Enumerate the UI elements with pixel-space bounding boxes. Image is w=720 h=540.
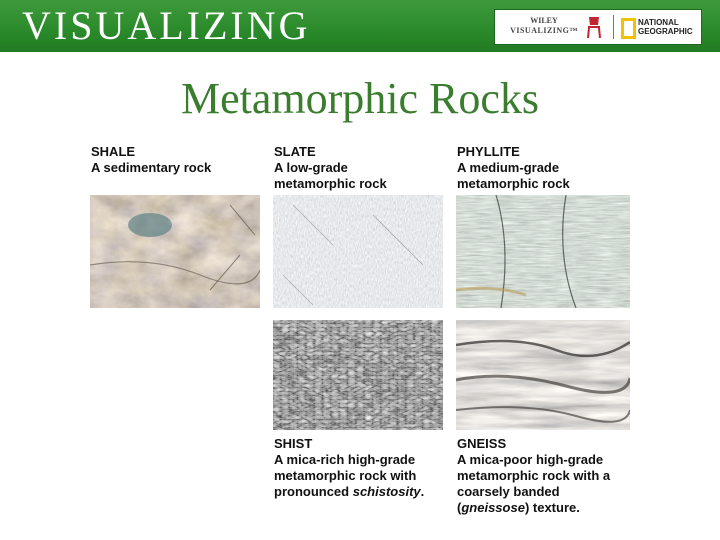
caption-slate: SLATE A low-grade metamorphic rock [274,144,387,191]
caption-gneiss: GNEISS A mica-poor high-grade metamorphic rock with a coarsely banded (gneissose) texture. [457,436,611,515]
slate-image [273,195,443,308]
caption-slate-name: SLATE [274,144,316,159]
shale-image [90,195,260,308]
caption-shale-name: SHALE [91,144,136,159]
gneiss-image [456,320,630,430]
caption-phyllite-name: PHYLLITE [457,144,520,159]
chair-icon [585,15,603,39]
phyllite-image [456,195,630,308]
header-bar [0,0,720,52]
caption-shale: SHALE A sedimentary rock [91,144,212,175]
shist-image [273,320,443,430]
caption-shist: SHIST A mica-rich high-grade metamorphic rock with pronounced schistosity. [274,436,425,499]
caption-gneiss-name: GNEISS [457,436,507,451]
caption-shist-name: SHIST [274,436,313,451]
wiley-logo-text: WILEY VISUALIZING™ [510,16,578,35]
ng-yellow-frame-icon [621,18,636,39]
ng-logo-text: NATIONAL GEOGRAPHIC [638,18,693,36]
publisher-logo [494,9,702,45]
slide-title: Metamorphic Rocks [180,74,540,123]
logo-divider [613,15,614,39]
brand-title: VISUALIZING [22,3,311,48]
caption-phyllite: PHYLLITE A medium-grade metamorphic rock [457,144,570,191]
